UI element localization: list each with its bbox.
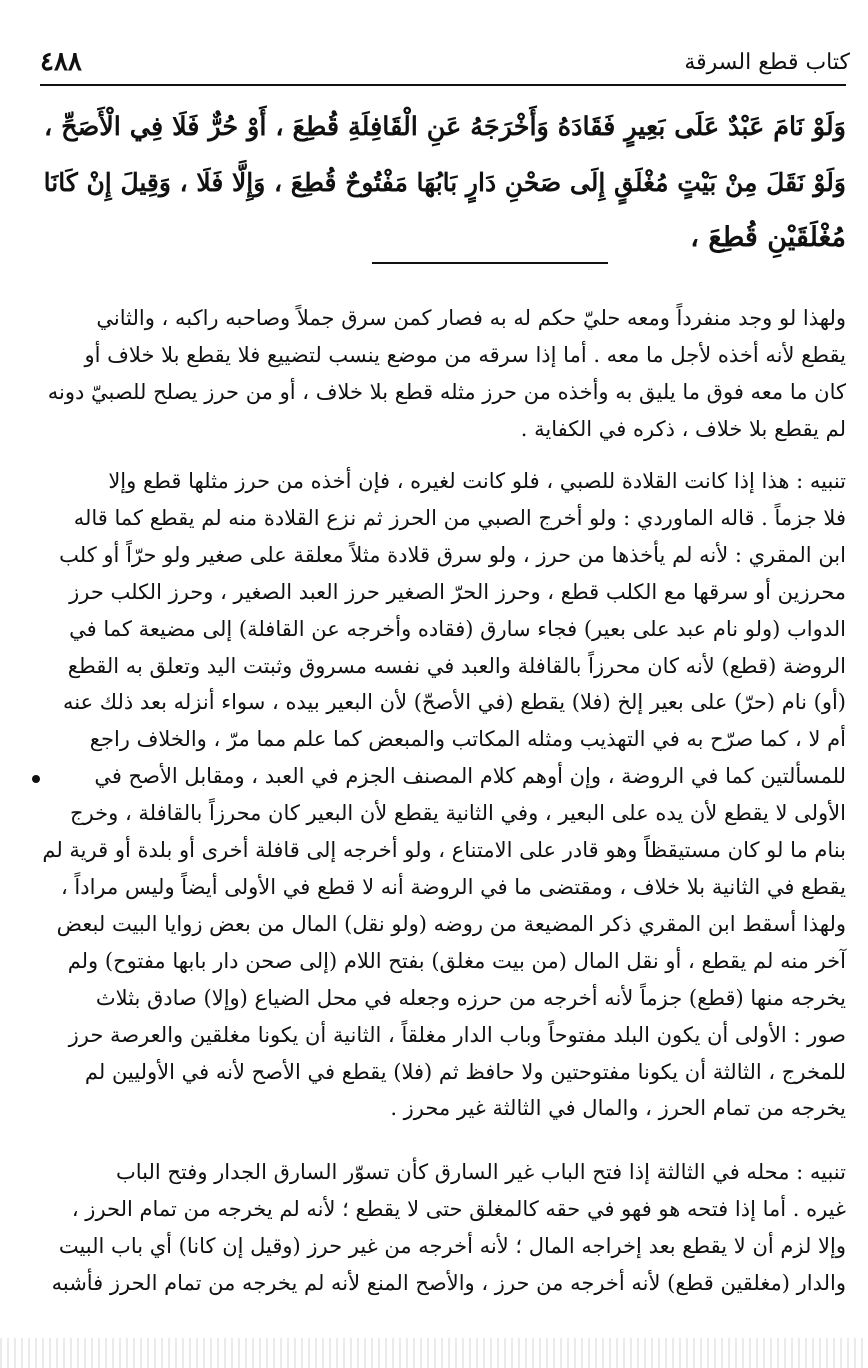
commentary-line: (أو) نام (حرّ) على بعير إلخ (فلا) يقطع (في الأصحّ) لأن البعير بيده ، سواء أنزله بعد ذلك عنه (63, 690, 846, 715)
commentary-line: والدار (مغلقين قطع) لأنه أخرجه من حرز ، والأصح المنع لأنه لم يخرجه من تمام الحرز فأشبه (51, 1270, 846, 1295)
commentary-line: ولهذا أسقط ابن المقري ذكر المضيعة من روضه (ولو نقل) المال من بعض زوايا البيت لبعض (56, 911, 846, 936)
margin-dot-marker (32, 775, 40, 783)
commentary-paragraph-1 (40, 300, 846, 448)
commentary-line: كان ما معه فوق ما يليق به وأخذه من حرز مثله قطع بلا خلاف ، أو من حرز يصلح للصبيّ دونه (47, 379, 846, 404)
main-text (40, 100, 846, 265)
commentary-line: الأولى لا يقطع لأن يده على البعير ، وفي الثانية يقطع لأن البعير كان محرزاً بالقافلة ، وخرج (70, 801, 846, 826)
commentary-line: غيره . أما إذا فتحه هو فهو في حقه كالمغلق حتى لا يقطع ؛ لأنه لم يخرجه من تمام الحرز ، (71, 1196, 846, 1221)
commentary-line: محرزين أو سرقها مع الكلب قطع ، وحرز الحرّ الصغير حرز العبد الصغير ، وحرز الكلب حرز (69, 579, 846, 604)
commentary-line: فلا جزماً . قاله الماوردي : ولو أخرج الصبي من الحرز ثم نزع القلادة منه لم يقطع كما قاله (73, 505, 846, 530)
commentary-line: يقطع في الثانية بلا خلاف ، ومقتضى ما في الروضة أنه لا قطع في الأولى أيضاً وليس مراداً ، (60, 874, 846, 899)
page-header (40, 42, 850, 82)
commentary-line: يخرجه من تمام الحرز ، والمال في الثالثة غير محرز . (390, 1096, 846, 1121)
commentary-line: ولهذا لو وجد منفرداً ومعه حليّ حكم له به فصار كمن سرق جملاً وصاحبه راكبه ، والثاني (96, 306, 846, 330)
commentary-line: تنبيه : هذا إذا كانت القلادة للصبي ، فلو كانت لغيره ، فإن أخذه من حرز مثلها قطع وإلا (108, 469, 846, 493)
commentary-line: بنام ما لو كان مستيقظاً وهو قادر على الامتناع ، ولو أخرجه إلى قافلة أخرى أو بلدة أو قرية لم (42, 838, 846, 863)
page-number: ٤٨٨ (40, 47, 82, 77)
commentary-paragraph-2 (40, 463, 846, 1127)
commentary-paragraph-3 (40, 1154, 846, 1302)
commentary-line: أم لا ، كما صرّح به في التهذيب ومثله المكاتب والمبعض كما علم مما مرّ ، والخلاف راجع (89, 727, 846, 752)
book-title: كتاب قطع السرقة (684, 49, 850, 75)
commentary-line: تنبيه : محله في الثالثة إذا فتح الباب غير السارق كأن تسوّر السارق الجدار وفتح الباب (115, 1160, 846, 1184)
commentary-line: وإلا لزم أن لا يقطع بعد إخراجه المال ؛ لأنه أخرجه من غير حرز (وقيل إن كانا) أي باب البيت (58, 1233, 846, 1258)
commentary-line: الدواب (ولو نام عبد على بعير) فجاء سارق (فقاده وأخرجه عن القافلة) إلى مضيعة كما في (69, 616, 846, 641)
commentary-line: يخرجه منها (قطع) جزماً لأنه أخرجه من حرزه وجعله في محل الضياع (وإلا) صادق بثلاث (95, 985, 846, 1010)
main-text-line: مُغْلَقَيْنِ قُطِعَ ، (690, 222, 846, 253)
main-text-divider (372, 262, 608, 264)
commentary-line: صور : الأولى أن يكون البلد مفتوحاً وباب الدار مغلقاً ، الثانية أن يكونا مغلقين والعرصة حرز (68, 1022, 846, 1047)
commentary-line: يقطع لأنه أخذه لأجل ما معه . أما إذا سرقه من موضع ينسب لتضييع فلا يقطع بلا خلاف أو (84, 342, 846, 367)
commentary-line: ابن المقري : لأنه لم يأخذها من حرز ، ولو سرق قلادة مثلاً معلقة على صغير ولو حرّاً أو كلب (59, 542, 846, 567)
commentary-line: لم يقطع بلا خلاف ، ذكره في الكفاية . (520, 416, 846, 441)
main-text-line: وَلَوْ نَامَ عَبْدٌ عَلَى بَعِيرٍ فَقَادَهُ وَأَخْرَجَهُ عَنِ الْقَافِلَةِ قُطِعَ ، أَوْ حُرٌّ فَلَا فِي الْأَصَحِّ ، (44, 112, 846, 142)
main-text-line: وَلَوْ نَقَلَ مِنْ بَيْتٍ مُغْلَقٍ إِلَى صَحْنِ دَارٍ بَابُهَا مَفْتُوحٌ قُطِعَ ، وَإِلَّا فَلَا ، وَقِيلَ إِنْ كَانَا (43, 168, 846, 197)
commentary-line: آخر منه لم يقطع ، أو نقل المال (من بيت مغلق) بفتح اللام (إلى صحن دار بابها مفتوح) ولم (67, 948, 846, 973)
commentary-line: للمسألتين كما في الروضة ، وإن أوهم كلام المصنف الجزم في العبد ، ومقابل الأصح في (94, 764, 846, 789)
header-divider (40, 84, 846, 86)
commentary-line: الروضة (قطع) لأنه كان محرزاً بالقافلة والعبد في نفسه مسروق وثبتت اليد وتعلق به القطع (67, 653, 846, 678)
scan-edge-noise (0, 1338, 868, 1368)
commentary-line: للمخرج ، الثالثة أن يكونا مفتوحتين ولا حافظ ثم (فلا) يقطع في الأصح لأنه في الأوليين لم (84, 1059, 846, 1084)
